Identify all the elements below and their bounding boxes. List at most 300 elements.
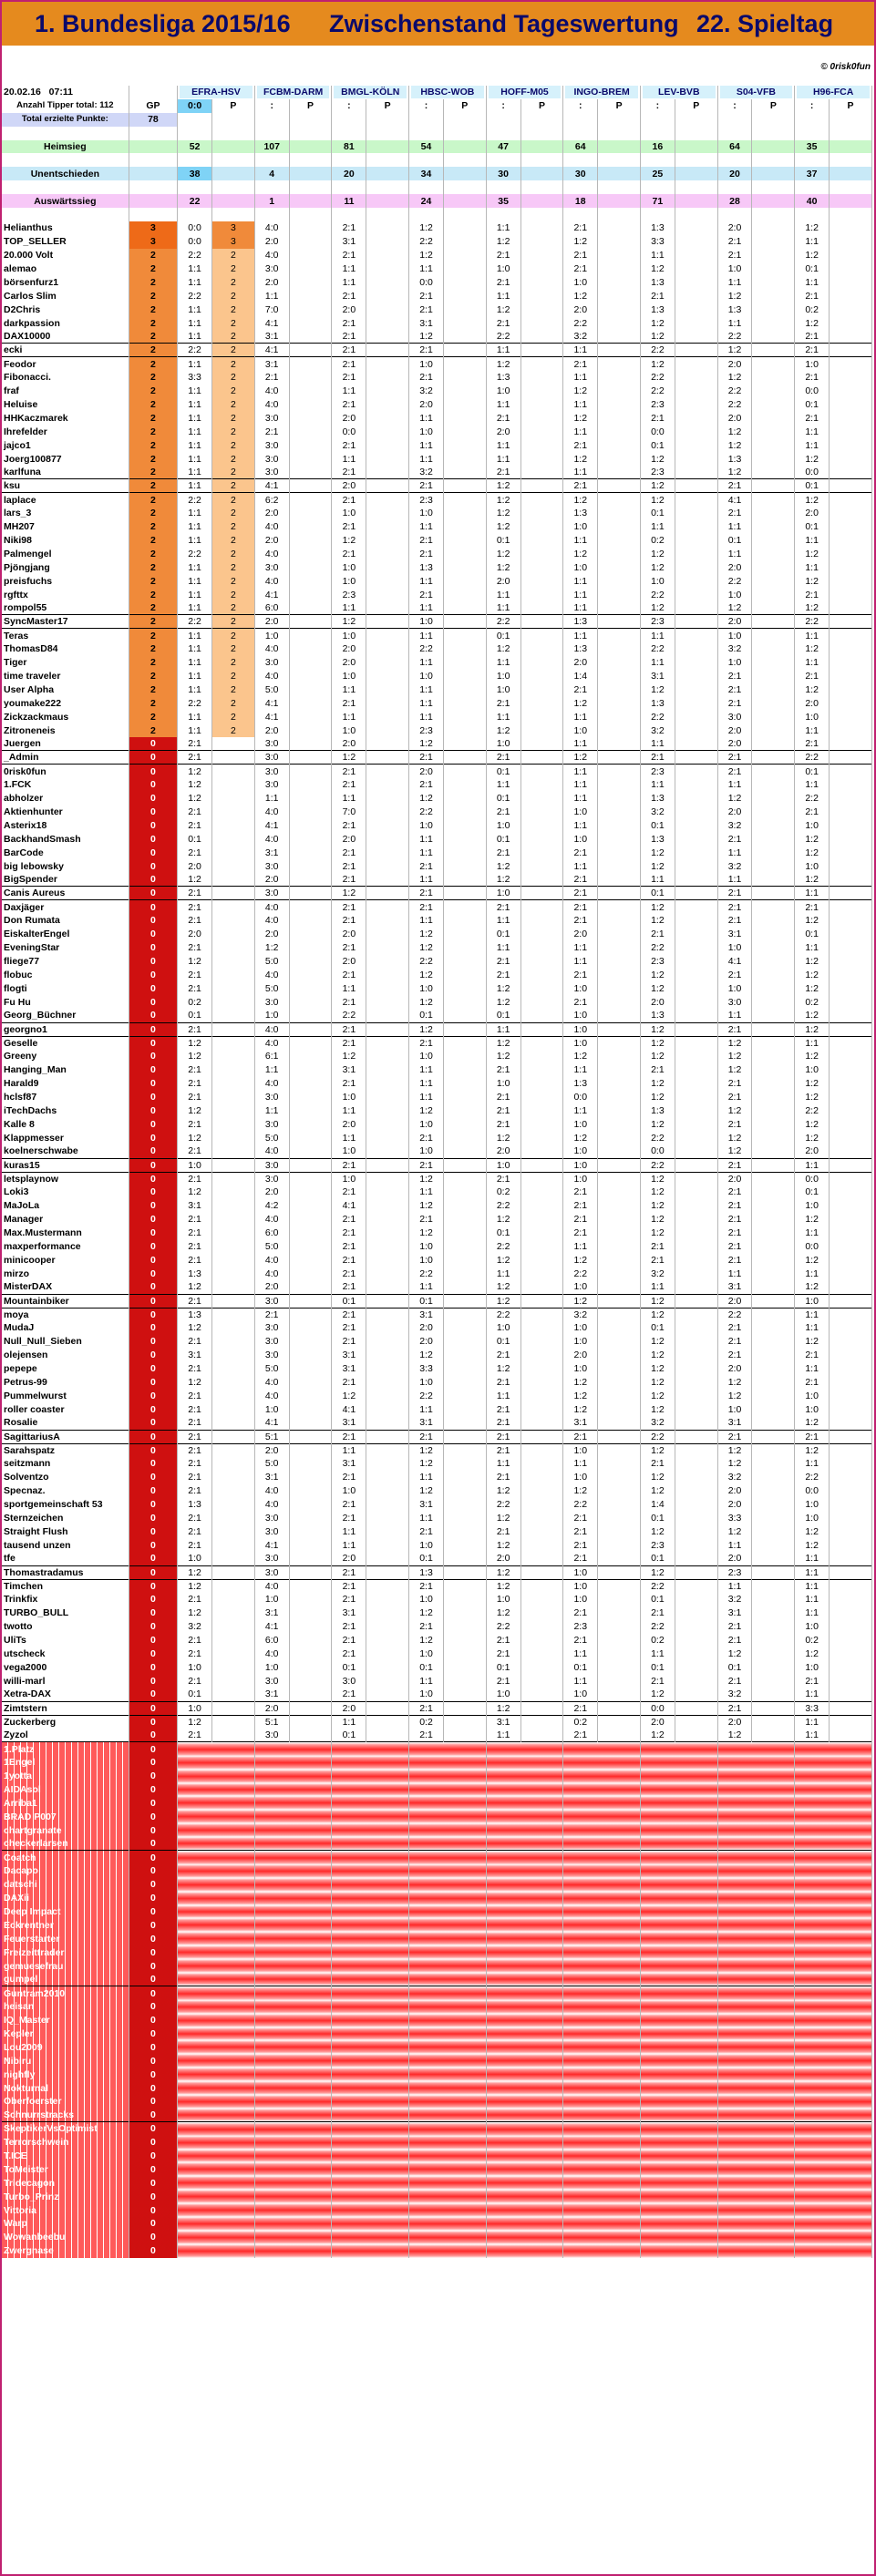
heimsieg-count: 107 <box>254 140 289 154</box>
tipper-tip: 0:0 <box>795 466 830 479</box>
tipper-tip: 1:1 <box>409 438 444 452</box>
tipper-tip: 1:1 <box>332 1538 366 1552</box>
tipper-tip: 3:0 <box>254 452 289 466</box>
tipper-tip: 1:2 <box>486 981 520 995</box>
auswaertssieg-count: 40 <box>795 194 830 208</box>
tipper-points: 0 <box>129 914 177 928</box>
tipper-tip: 2:1 <box>563 249 598 262</box>
tip-points <box>675 1524 717 1538</box>
tipper-tip: 1:0 <box>717 1402 752 1416</box>
auswaertssieg-count: 22 <box>178 194 212 208</box>
tipper-tip: 4:0 <box>254 574 289 588</box>
missing-tip-cell <box>563 2136 641 2150</box>
tip-points <box>598 1185 641 1199</box>
tip-points <box>520 275 563 289</box>
tipper-tip: 2:0 <box>717 560 752 574</box>
tipper-tip: 3:2 <box>717 819 752 833</box>
tipper-points: 0 <box>129 1932 177 1945</box>
tipper-tip: 1:2 <box>409 792 444 806</box>
tipper-tip: 1:3 <box>717 452 752 466</box>
tip-points <box>830 344 872 357</box>
tipper-name: SkeptikerVsOptimist <box>2 2122 129 2136</box>
no-tip-row <box>2 2095 872 2109</box>
missing-tip-cell <box>795 2190 872 2203</box>
tipper-tip: 2:0 <box>486 574 520 588</box>
match-label: LEV-BVB <box>643 86 716 98</box>
tip-points <box>520 1647 563 1661</box>
tip-points <box>289 941 332 955</box>
tipper-tip: 1:2 <box>409 737 444 751</box>
tipper-name: Arriba1 <box>2 1796 129 1810</box>
tipper-tip: 2:1 <box>332 1498 366 1512</box>
blank-cell <box>443 113 486 127</box>
tipper-tip: 4:0 <box>254 968 289 981</box>
tip-points <box>289 1172 332 1185</box>
missing-tip-cell <box>563 2040 641 2054</box>
spacer-cell <box>129 153 177 167</box>
missing-tip-cell <box>640 2190 717 2203</box>
tipper-tip: 1:1 <box>486 221 520 235</box>
tipper-tip: 1:2 <box>717 1375 752 1389</box>
tipper-tip: 2:1 <box>563 683 598 697</box>
tipper-tip: 1:1 <box>178 574 212 588</box>
tip-points <box>598 1634 641 1647</box>
tipper-tip: 3:0 <box>254 1321 289 1335</box>
tip-points <box>830 670 872 683</box>
tip-points <box>830 968 872 981</box>
tipper-tip: 2:2 <box>409 806 444 819</box>
tipper-tip: 4:0 <box>254 1579 289 1593</box>
tip-points <box>289 1389 332 1402</box>
tip-points <box>366 1199 409 1213</box>
tip-points <box>443 1457 486 1471</box>
tipper-tip: 1:1 <box>332 1131 366 1144</box>
tipper-tip: 1:2 <box>640 1484 675 1498</box>
tipper-tip: 2:2 <box>640 1620 675 1634</box>
tip-points <box>289 534 332 548</box>
tip-points <box>212 846 255 859</box>
missing-tip-cell <box>563 2000 641 2014</box>
missing-tip-cell <box>640 2176 717 2190</box>
no-tip-row <box>2 2068 872 2081</box>
tip-points <box>443 900 486 914</box>
tip-points <box>212 1117 255 1131</box>
tipper-tip: 2:1 <box>332 1267 366 1280</box>
tip-points <box>675 928 717 941</box>
tip-points <box>366 792 409 806</box>
tipper-row <box>2 1674 872 1688</box>
tip-points <box>443 1349 486 1362</box>
tipper-row <box>2 1443 872 1457</box>
spacer-cell <box>598 180 641 194</box>
tipper-points: 2 <box>129 316 177 330</box>
tipper-name: abholzer <box>2 792 129 806</box>
tip-points <box>212 792 255 806</box>
tip-points <box>675 1349 717 1362</box>
tipper-name: Turbo_Prinz <box>2 2190 129 2203</box>
tip-points <box>675 344 717 357</box>
missing-tip-cell <box>640 1864 717 1878</box>
blank-cell <box>443 194 486 208</box>
tipper-row <box>2 1512 872 1525</box>
tipper-tip: 0:2 <box>486 1185 520 1199</box>
tip-points <box>289 846 332 859</box>
tipper-tip: 1:2 <box>640 1524 675 1538</box>
tipper-name: Kalle 8 <box>2 1117 129 1131</box>
tipper-tip: 3:2 <box>717 1688 752 1701</box>
missing-tip-cell <box>795 2054 872 2068</box>
tip-points <box>289 792 332 806</box>
tipper-points: 0 <box>129 1484 177 1498</box>
tipper-name: MH207 <box>2 520 129 534</box>
tipper-tip: 1:3 <box>486 371 520 385</box>
tip-points <box>520 670 563 683</box>
tipper-tip: 1:1 <box>332 601 366 615</box>
tipper-name: TURBO_BULL <box>2 1606 129 1620</box>
tip-points <box>289 1158 332 1172</box>
tip-points <box>443 1660 486 1674</box>
tipper-tip: 1:0 <box>563 1579 598 1593</box>
tipper-row <box>2 466 872 479</box>
tipper-tip: 4:1 <box>254 479 289 493</box>
tipper-tip: 2:1 <box>486 955 520 969</box>
tipper-tip: 2:1 <box>409 1579 444 1593</box>
tipper-tip: 1:1 <box>178 507 212 520</box>
blank-cell <box>212 140 255 154</box>
missing-tip-cell <box>640 1810 717 1823</box>
tipper-tip: 7:0 <box>332 806 366 819</box>
missing-tip-cell <box>795 2068 872 2081</box>
no-tip-row <box>2 1770 872 1783</box>
tip-points <box>598 1335 641 1349</box>
tipper-tip: 1:0 <box>409 819 444 833</box>
tip-points <box>752 900 795 914</box>
tip-points <box>598 1402 641 1416</box>
tipper-tip: 2:0 <box>717 1172 752 1185</box>
tipper-tip: 1:1 <box>795 1688 830 1701</box>
tipper-tip: 2:1 <box>795 670 830 683</box>
tipper-name: Manager <box>2 1213 129 1226</box>
blank-cell <box>129 167 177 180</box>
blank-cell <box>332 113 366 127</box>
tipper-tip: 1:2 <box>332 751 366 765</box>
tipper-tip: 1:0 <box>795 1199 830 1213</box>
tip-points <box>752 1308 795 1321</box>
tip-points <box>520 1620 563 1634</box>
missing-tip-cell <box>332 1878 409 1892</box>
tipper-tip: 2:1 <box>409 1430 444 1443</box>
tipper-tip: 2:1 <box>795 411 830 425</box>
tipper-name: sportgemeinschaft 53 <box>2 1498 129 1512</box>
tipper-tip: 2:1 <box>332 1158 366 1172</box>
tip-points <box>675 1593 717 1606</box>
copyright-note: © 0risk0fun <box>820 62 871 72</box>
tipper-tip: 3:2 <box>640 724 675 737</box>
auswaertssieg-count: 18 <box>563 194 598 208</box>
tipper-tip: 2:1 <box>409 1620 444 1634</box>
tipper-tip: 1:2 <box>563 696 598 710</box>
tipper-tip: 2:1 <box>409 588 444 601</box>
missing-tip-cell <box>640 2231 717 2244</box>
tip-points <box>443 1375 486 1389</box>
tipper-tip: 1:1 <box>332 1524 366 1538</box>
tipper-tip: 3:0 <box>254 560 289 574</box>
tip-points <box>289 1267 332 1280</box>
tipper-points: 0 <box>129 1945 177 1959</box>
tip-points <box>830 1375 872 1389</box>
tipper-points: 0 <box>129 1335 177 1349</box>
tipper-tip: 1:2 <box>563 1050 598 1063</box>
tipper-tip: 3:1 <box>409 1308 444 1321</box>
missing-tip-cell <box>409 1810 487 1823</box>
tipper-tip: 1:2 <box>717 792 752 806</box>
tipper-name: _Admin <box>2 751 129 765</box>
tipper-points: 2 <box>129 642 177 656</box>
tipper-tip: 1:1 <box>640 873 675 887</box>
tip-points <box>830 955 872 969</box>
tipper-tip: 2:1 <box>332 1077 366 1091</box>
tipper-points: 0 <box>129 1267 177 1280</box>
tipper-tip: 0:2 <box>795 995 830 1009</box>
tip-points <box>598 887 641 900</box>
tipper-points: 2 <box>129 534 177 548</box>
tip-points <box>675 438 717 452</box>
tip-points <box>598 357 641 371</box>
tipper-tip: 1:2 <box>640 1349 675 1362</box>
tip-points <box>598 425 641 438</box>
tipper-tip: 1:1 <box>254 792 289 806</box>
tip-points <box>520 344 563 357</box>
tipper-name: Mountainbiker <box>2 1294 129 1308</box>
tipper-tip: 1:1 <box>717 778 752 792</box>
tipper-tip: 1:1 <box>717 1267 752 1280</box>
missing-tip-cell <box>409 2136 487 2150</box>
tipper-tip: 2:1 <box>332 819 366 833</box>
tip-points <box>598 1565 641 1579</box>
tipper-tip: 2:0 <box>254 1443 289 1457</box>
tip-subheader: : <box>795 99 830 113</box>
tipper-tip: 2:1 <box>486 900 520 914</box>
tipper-tip: 3:0 <box>254 656 289 670</box>
tipper-tip: 2:1 <box>332 548 366 561</box>
tip-points <box>366 670 409 683</box>
missing-tip-cell <box>640 1770 717 1783</box>
tipper-name: Fu Hu <box>2 995 129 1009</box>
tipper-tip: 2:2 <box>178 493 212 507</box>
missing-tip-cell <box>717 1905 795 1919</box>
tip-points <box>752 1565 795 1579</box>
tip-points <box>443 995 486 1009</box>
no-tip-row <box>2 1986 872 2000</box>
tip-points <box>598 1294 641 1308</box>
tipper-tip: 2:1 <box>332 1565 366 1579</box>
tip-points <box>520 1579 563 1593</box>
tipper-tip: 1:2 <box>640 1226 675 1240</box>
tipper-tip: 2:1 <box>409 1213 444 1226</box>
blank-cell <box>178 113 212 127</box>
missing-tip-cell <box>409 2014 487 2027</box>
missing-tip-cell <box>640 2081 717 2095</box>
missing-tip-cell <box>254 1823 332 1837</box>
tip-points <box>520 1512 563 1525</box>
tip-points <box>830 1579 872 1593</box>
tip-points <box>752 1729 795 1742</box>
tip-points <box>366 1443 409 1457</box>
tipper-points: 2 <box>129 629 177 642</box>
tip-points <box>443 1606 486 1620</box>
missing-tip-cell <box>409 1932 487 1945</box>
tipper-points: 2 <box>129 344 177 357</box>
tip-points: 2 <box>212 629 255 642</box>
tipper-name: Zimtstern <box>2 1701 129 1715</box>
tipper-tip: 1:2 <box>563 411 598 425</box>
tipper-tip: 1:1 <box>409 846 444 859</box>
tipper-tip: 2:0 <box>332 642 366 656</box>
tip-points <box>830 1050 872 1063</box>
tipper-tip: 2:1 <box>486 1524 520 1538</box>
tipper-tip: 1:1 <box>563 534 598 548</box>
tip-points <box>212 1634 255 1647</box>
tipper-name: BarCode <box>2 846 129 859</box>
tip-points <box>675 670 717 683</box>
tipper-tip: 2:2 <box>409 642 444 656</box>
tipper-name: HHKaczmarek <box>2 411 129 425</box>
tip-points <box>752 737 795 751</box>
tipper-name: Trinkfix <box>2 1593 129 1606</box>
tipper-tip: 2:2 <box>563 1267 598 1280</box>
tipper-points: 0 <box>129 2040 177 2054</box>
tip-points <box>366 1471 409 1484</box>
tipper-tip: 0:2 <box>795 303 830 316</box>
tipper-tip: 1:0 <box>332 1484 366 1498</box>
tipper-tip: 1:2 <box>409 249 444 262</box>
tipper-tip: 0:0 <box>563 1091 598 1104</box>
tip-points: 2 <box>212 344 255 357</box>
tipper-name: ecki <box>2 344 129 357</box>
tipper-row <box>2 1688 872 1701</box>
tip-points <box>520 724 563 737</box>
spacer-cell <box>332 153 366 167</box>
missing-tip-cell <box>795 1823 872 1837</box>
tipper-name: vega2000 <box>2 1660 129 1674</box>
tipper-name: Zuckerberg <box>2 1715 129 1729</box>
tipper-row <box>2 981 872 995</box>
tipper-tip: 1:1 <box>178 629 212 642</box>
tipper-tip: 1:1 <box>178 670 212 683</box>
missing-tip-cell <box>178 1905 255 1919</box>
tipper-row <box>2 1647 872 1661</box>
tipper-points: 0 <box>129 2176 177 2190</box>
tipper-tip: 3:0 <box>254 859 289 873</box>
tip-points <box>752 1484 795 1498</box>
tipper-tip: 3:0 <box>254 411 289 425</box>
missing-tip-cell <box>409 2190 487 2203</box>
tipper-tip: 1:2 <box>640 1294 675 1308</box>
tip-points <box>212 1729 255 1742</box>
tipper-tip: 1:2 <box>178 1131 212 1144</box>
tipper-tip: 1:2 <box>640 981 675 995</box>
tip-points <box>443 1321 486 1335</box>
tipper-tip: 1:3 <box>640 696 675 710</box>
tipper-tip: 2:1 <box>332 873 366 887</box>
tipper-tip: 2:1 <box>717 1239 752 1253</box>
tipper-tip: 2:1 <box>409 1701 444 1715</box>
missing-tip-cell <box>717 1945 795 1959</box>
tipper-tip: 2:1 <box>486 968 520 981</box>
spacer-cell <box>795 180 830 194</box>
tipper-row <box>2 887 872 900</box>
blank-cell <box>563 113 598 127</box>
tip-points <box>830 737 872 751</box>
tipper-tip: 1:1 <box>640 1647 675 1661</box>
tip-points <box>212 1443 255 1457</box>
tipper-tip: 1:0 <box>795 710 830 724</box>
tip-points <box>520 765 563 778</box>
tip-points <box>675 1688 717 1701</box>
blank-cell <box>129 140 177 154</box>
tipper-row <box>2 303 872 316</box>
tip-points <box>289 330 332 344</box>
tipper-row <box>2 1185 872 1199</box>
tip-points <box>443 262 486 276</box>
tipper-points: 0 <box>129 2190 177 2203</box>
missing-tip-cell <box>254 2095 332 2109</box>
tipper-tip: 1:1 <box>795 1715 830 1729</box>
tip-points <box>443 751 486 765</box>
tipper-tip: 2:1 <box>178 1213 212 1226</box>
tipper-tip: 2:1 <box>795 371 830 385</box>
tipper-tip: 1:1 <box>563 398 598 412</box>
spacer-cell <box>520 153 563 167</box>
tip-points <box>598 1457 641 1471</box>
tip-points <box>520 832 563 846</box>
tipper-tip: 1:2 <box>640 316 675 330</box>
tipper-tip: 3:1 <box>717 1606 752 1620</box>
tipper-tip: 2:1 <box>563 968 598 981</box>
tipper-tip: 2:1 <box>332 1647 366 1661</box>
tipper-tip: 1:0 <box>563 1009 598 1022</box>
spacer-cell <box>563 208 598 221</box>
tipper-tip: 1:2 <box>717 1103 752 1117</box>
tipper-tip: 1:1 <box>563 344 598 357</box>
missing-tip-cell <box>409 2176 487 2190</box>
tipper-row <box>2 1375 872 1389</box>
tip-points <box>289 1701 332 1715</box>
tip-points <box>675 995 717 1009</box>
tip-points <box>443 1498 486 1512</box>
tip-points <box>830 1620 872 1634</box>
tip-points <box>443 928 486 941</box>
missing-tip-cell <box>486 1986 563 2000</box>
tipper-points: 0 <box>129 2150 177 2163</box>
tip-points <box>520 792 563 806</box>
tipper-tip: 1:1 <box>178 534 212 548</box>
tipper-tip: 0:0 <box>795 1484 830 1498</box>
tipper-tip: 2:0 <box>717 737 752 751</box>
tip-points <box>443 1402 486 1416</box>
spacer-cell <box>795 153 830 167</box>
tipper-tip: 1:1 <box>178 425 212 438</box>
tip-points <box>366 981 409 995</box>
tipper-tip: 3:0 <box>254 778 289 792</box>
tip-points <box>520 1226 563 1240</box>
tipper-tip: 1:1 <box>178 520 212 534</box>
tip-points <box>443 221 486 235</box>
tip-points <box>598 385 641 398</box>
tipper-row <box>2 846 872 859</box>
tipper-tip: 1:1 <box>178 438 212 452</box>
tip-points <box>830 275 872 289</box>
